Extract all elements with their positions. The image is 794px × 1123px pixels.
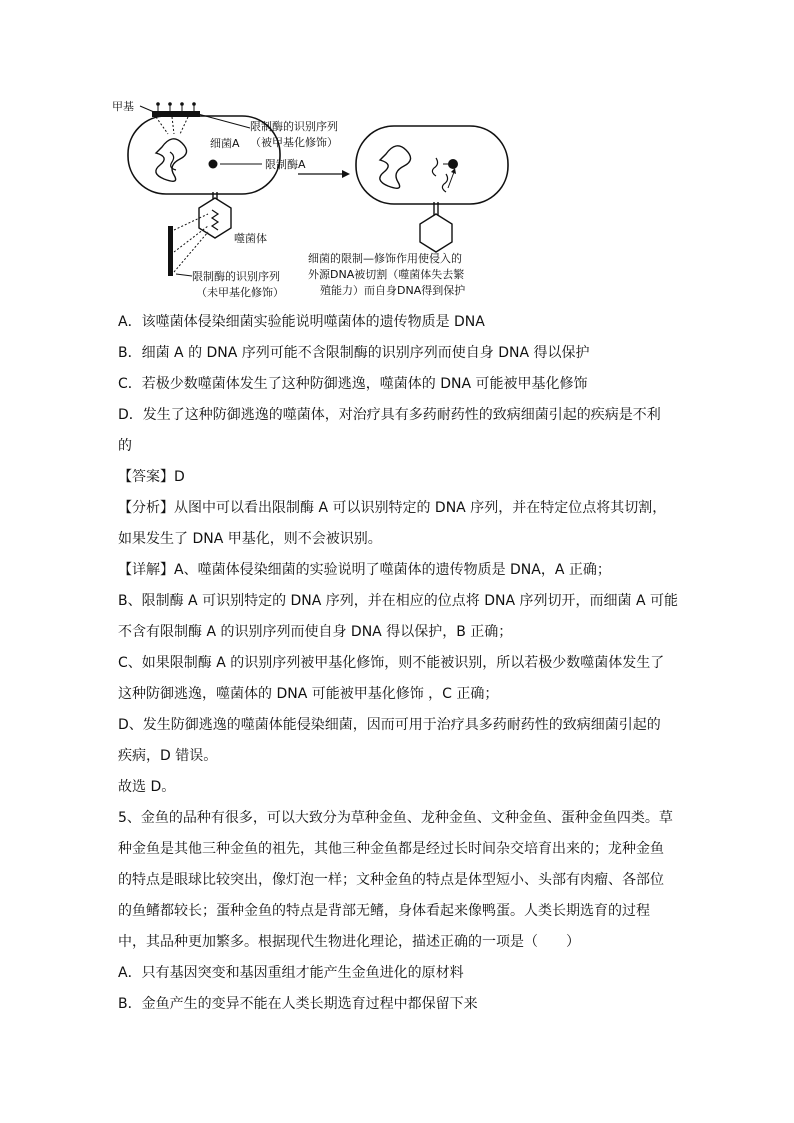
methyl-label: 甲基 xyxy=(112,100,134,113)
figure-caption-3: 殖能力）而自身DNA得到保护 xyxy=(320,284,466,297)
q4-detail-6: D、发生防御逃逸的噬菌体能侵染细菌，因而可用于治疗具多药耐药性的致病细菌引起的 xyxy=(118,717,661,733)
q4-analysis-1: 【分析】从图中可以看出限制酶 A 可以识别特定的 DNA 序列，并在特定位点将其切割， xyxy=(118,500,667,516)
restriction-modification-diagram xyxy=(110,92,530,306)
bacterium-cell-right xyxy=(356,126,508,204)
q5-option-b: B．金鱼产生的变异不能在人类长期选育过程中都保留下来 xyxy=(118,996,478,1012)
q5-stem-5: 中，其品种更加繁多。根据现代生物进化理论，描述正确的一项是（ ） xyxy=(118,934,580,950)
restriction-enzyme-icon xyxy=(448,159,458,169)
phage-label: 噬菌体 xyxy=(234,232,267,245)
recog-seq-unmethylated-note: （未甲基化修饰） xyxy=(196,286,284,299)
figure-caption-2: 外源DNA被切割（噬菌体失去繁 xyxy=(308,268,465,281)
enzyme-a-label: 限制酶A xyxy=(265,158,306,171)
q5-stem-2: 种金鱼是其他三种金鱼的祖先，其他三种金鱼都是经过长时间杂交培育出来的；龙种金鱼 xyxy=(118,841,664,857)
bacteria-a-label: 细菌A xyxy=(210,137,240,150)
q4-conclusion: 故选 D。 xyxy=(118,779,176,795)
figure-caption-1: 细菌的限制—修饰作用使侵入的 xyxy=(308,252,462,265)
q4-option-d-cont: 的 xyxy=(118,438,132,454)
cut-phage-dna-icon xyxy=(432,158,437,176)
q4-answer: 【答案】D xyxy=(118,469,185,485)
q5-stem-3: 的特点是眼球比较突出，像灯泡一样；文种金鱼的特点是体型短小、头部有肉瘤、各部位 xyxy=(118,872,664,888)
q4-detail-4: C、如果限制酶 A 的识别序列被甲基化修饰，则不能被识别，所以若极少数噬菌体发生了 xyxy=(118,655,665,671)
q4-detail-1: 【详解】A、噬菌体侵染细菌的实验说明了噬菌体的遗传物质是 DNA，A 正确； xyxy=(118,562,611,578)
q5-option-a: A．只有基因突变和基因重组才能产生金鱼进化的原材料 xyxy=(118,965,464,981)
q4-option-d: D．发生了这种防御逃逸的噬菌体，对治疗具有多药耐药性的致病细菌引起的疾病是不利 xyxy=(118,407,661,423)
q4-detail-2: B、限制酶 A 可识别特定的 DNA 序列，并在相应的位点将 DNA 序列切开，而细菌 A 可能 xyxy=(118,593,679,609)
q4-option-a: A．该噬菌体侵染细菌实验能说明噬菌体的遗传物质是 DNA xyxy=(118,314,485,330)
phage-head-left xyxy=(199,198,231,238)
recog-seq-unmethylated-label: 限制酶的识别序列 xyxy=(192,270,280,283)
phage-head-right xyxy=(420,214,452,252)
q4-detail-3: 不含有限制酶 A 的识别序列而使自身 DNA 得以保护，B 正确； xyxy=(118,624,513,640)
recog-seq-methylated-label: 限制酶的识别序列 xyxy=(250,120,338,133)
restriction-enzyme-icon xyxy=(209,160,218,169)
recog-seq-methylated-note: （被甲基化修饰） xyxy=(250,136,338,149)
q5-stem-1: 5、金鱼的品种有很多，可以大致分为草种金鱼、龙种金鱼、文种金鱼、蛋种金鱼四类。草 xyxy=(118,810,673,826)
q4-analysis-2: 如果发生了 DNA 甲基化，则不会被识别。 xyxy=(118,531,382,547)
q4-option-c: C．若极少数噬菌体发生了这种防御逃逸，噬菌体的 DNA 可能被甲基化修饰 xyxy=(118,376,588,392)
q4-option-b: B．细菌 A 的 DNA 序列可能不含限制酶的识别序列而使自身 DNA 得以保护 xyxy=(118,345,590,361)
bacterial-dna-icon xyxy=(156,139,187,181)
unmethylated-dna-bar xyxy=(168,226,173,276)
methylated-dna-bar xyxy=(152,111,200,117)
q4-detail-5: 这种防御逃逸，噬菌体的 DNA 可能被甲基化修饰 ，C 正确； xyxy=(118,686,499,702)
q5-stem-4: 的鱼鳍都较长；蛋种金鱼的特点是背部无鳍，身体看起来像鸭蛋。人类长期选育的过程 xyxy=(118,903,650,919)
q4-detail-7: 疾病，D 错误。 xyxy=(118,748,218,764)
